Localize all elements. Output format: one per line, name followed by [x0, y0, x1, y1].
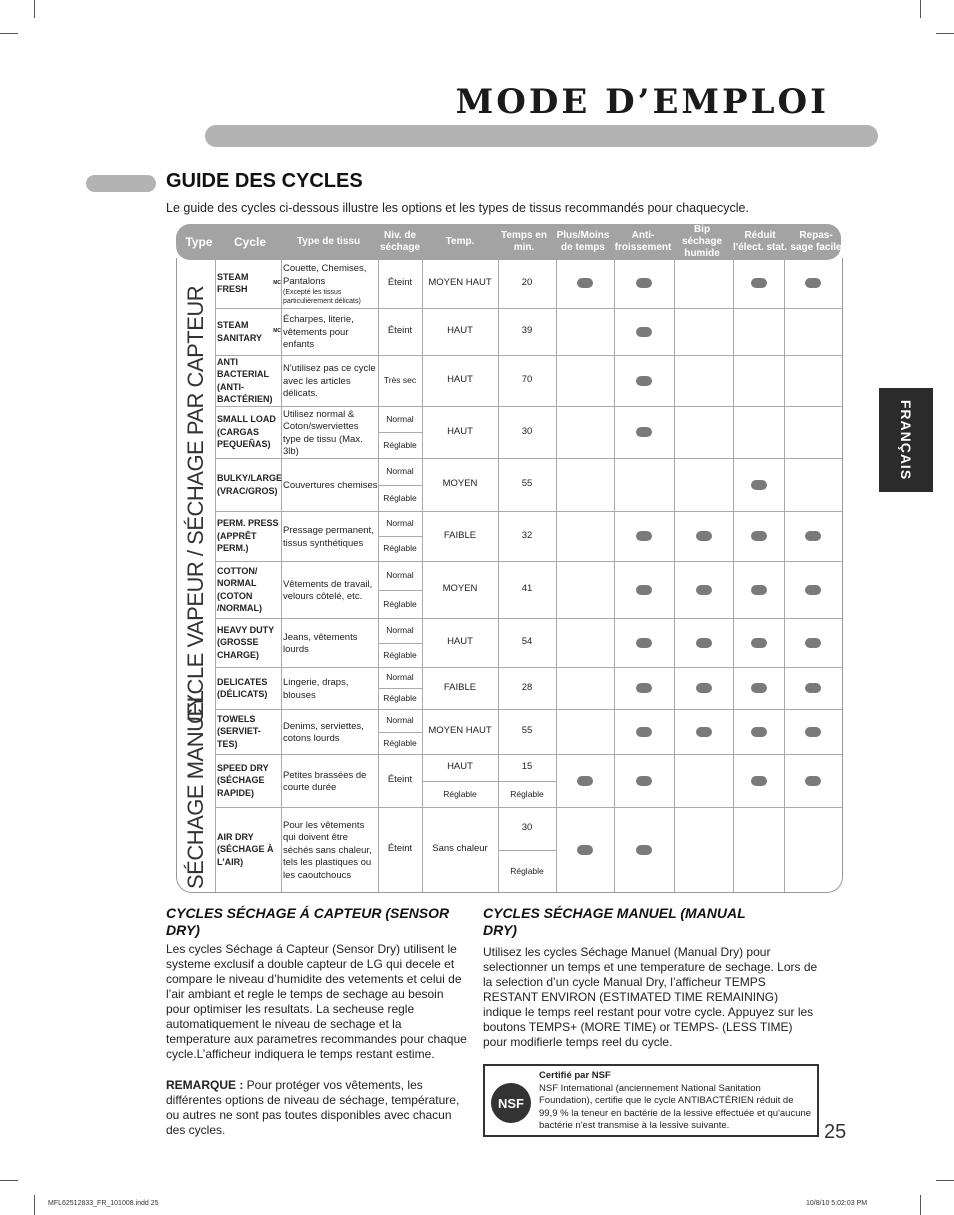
cycle-name: STEAM SANITARY	[217, 320, 262, 343]
dry-level: Réglable	[383, 439, 417, 450]
dry-level: Normal	[386, 570, 414, 581]
more-less-time-indicator	[577, 278, 593, 288]
damp-dry-beep-indicator	[696, 727, 712, 737]
time-minutes: 54	[521, 636, 533, 648]
column-header: Type de tissu	[296, 236, 361, 247]
reduce-static-indicator	[751, 480, 767, 490]
table-divider	[378, 432, 422, 433]
reduce-static-indicator	[751, 638, 767, 648]
cycle-name: HEAVY DUTY (GROSSE CHARGE)	[217, 624, 275, 660]
anti-wrinkle-indicator	[636, 585, 652, 595]
cycle-name: STEAM FRESH	[217, 271, 249, 294]
cycle-name: AIR DRY (SÉCHAGE À L'AIR)	[217, 831, 274, 867]
page-title: MODE D’EMPLOI	[455, 82, 829, 122]
dry-level: Réglable	[383, 649, 417, 660]
fabric-type: Lingerie, draps, blouses	[283, 677, 349, 701]
table-divider	[614, 258, 615, 892]
time-minutes: 39	[521, 325, 533, 337]
anti-wrinkle-indicator	[636, 727, 652, 737]
damp-dry-beep-indicator	[696, 638, 712, 648]
table-divider	[674, 258, 675, 892]
anti-wrinkle-indicator	[636, 531, 652, 541]
table-divider	[784, 258, 785, 892]
easy-iron-indicator	[805, 585, 821, 595]
anti-wrinkle-indicator	[636, 638, 652, 648]
time-minutes: Réglable	[510, 865, 544, 876]
fabric-type: Couette, Chemises, Pantalons	[283, 263, 367, 287]
time-minutes: 55	[521, 478, 533, 490]
anti-wrinkle-indicator	[636, 776, 652, 786]
column-header: Plus/Moins de temps	[556, 230, 610, 253]
column-header: Type	[185, 235, 213, 249]
more-less-time-indicator	[577, 845, 593, 855]
easy-iron-indicator	[805, 683, 821, 693]
language-tab	[879, 388, 933, 492]
column-header: Repas- sage facile	[790, 230, 842, 253]
reduce-static-indicator	[751, 278, 767, 288]
dry-level: Normal	[386, 413, 414, 424]
table-divider	[378, 732, 422, 733]
anti-wrinkle-indicator	[636, 278, 652, 288]
more-less-time-indicator	[577, 776, 593, 786]
intro-text: Le guide des cycles ci-dessous illustre les options et les types de tissus recommandés pour chaquecycle.	[166, 201, 749, 215]
section-pill-decoration	[86, 175, 156, 192]
time-minutes: 32	[521, 529, 533, 541]
dry-level: Très sec	[383, 375, 417, 386]
time-minutes: 41	[521, 583, 533, 595]
table-divider	[378, 485, 422, 486]
fabric-type: Pour les vêtements qui doivent être séchés sans chaleur, tels les plastiques ou les caoutchoucs	[283, 819, 372, 881]
anti-wrinkle-indicator	[636, 376, 652, 386]
footer-timestamp: 10/8/10 5:02:03 PM	[806, 1200, 868, 1207]
sensor-dry-body: Les cycles Séchage á Capteur (Sensor Dry) utilisent le systeme exclusif a double capteur de LG qui decele et compare le niveau d’humidite des vetements et celui de l’air ambiant et regle le temps de sechage au besoin pour optimiser les resultats. La secheuse regle automatiquement le niveau de sechage et la temperature aux parametres recommandes pour chaque cycle.L’afficheur indiquera le temps restant estime.	[166, 942, 467, 1061]
damp-dry-beep-indicator	[696, 531, 712, 541]
fabric-note: (Excepté les tissus particulièrement délicats)	[283, 289, 361, 305]
dry-level: Éteint	[387, 774, 413, 786]
dry-level: Réglable	[383, 693, 417, 704]
column-header: Bip séchage humide	[681, 224, 723, 259]
dry-level: Normal	[386, 466, 414, 477]
easy-iron-indicator	[805, 531, 821, 541]
footer-file: MFL62512833_FR_101008.indd 25	[48, 1200, 159, 1207]
manual-dry-title: CYCLES SÉCHAGE MANUEL (MANUAL DRY)	[483, 905, 746, 938]
temperature: Sans chaleur	[432, 843, 488, 855]
temperature: FAIBLE	[443, 529, 477, 541]
cycle-name: SMALL LOAD (CARGAS PEQUEÑAS)	[217, 414, 276, 450]
dry-level: Éteint	[387, 325, 413, 337]
title-bar-decoration	[205, 125, 878, 147]
time-minutes: 30	[521, 425, 533, 437]
fabric-type: Petites brassées de courte durée	[283, 769, 367, 793]
table-divider	[378, 643, 422, 644]
dry-level: Éteint	[387, 276, 413, 288]
time-minutes: 15	[521, 761, 533, 773]
nsf-certification-box	[483, 1064, 819, 1137]
nsf-title: Certifié par NSF	[539, 1070, 611, 1081]
easy-iron-indicator	[805, 776, 821, 786]
fabric-type: Jeans, vêtements lourds	[283, 631, 358, 655]
temperature: MOYEN	[442, 583, 478, 595]
reduce-static-indicator	[751, 585, 767, 595]
column-header: Réduit l'élect. stat.	[732, 230, 788, 253]
time-minutes: 28	[521, 681, 533, 693]
cycle-table-header	[176, 224, 841, 260]
table-divider	[378, 590, 422, 591]
easy-iron-indicator	[805, 638, 821, 648]
sensor-dry-title: CYCLES SÉCHAGE Á CAPTEUR (SENSOR DRY)	[166, 905, 450, 938]
table-divider	[733, 258, 734, 892]
column-header: Niv. de séchage	[379, 230, 421, 253]
anti-wrinkle-indicator	[636, 845, 652, 855]
column-header: Cycle	[233, 235, 267, 249]
column-header: Temp.	[445, 236, 475, 247]
temperature: HAUT	[447, 636, 473, 648]
temperature: MOYEN HAUT	[428, 725, 492, 737]
fabric-type: Vêtements de travail, velours côtelé, etc.	[283, 578, 373, 602]
fabric-type: Utilisez normal & Coton/swerviettes type de tissu (Max. 3lb)	[283, 408, 363, 457]
table-divider	[215, 258, 216, 892]
table-divider	[556, 258, 557, 892]
time-minutes: Réglable	[510, 788, 544, 799]
cycle-name: SPEED DRY (SÉCHAGE RAPIDE)	[217, 762, 269, 798]
temperature: HAUT	[447, 761, 473, 773]
temperature: FAIBLE	[443, 681, 477, 693]
nsf-logo: NSF	[491, 1083, 531, 1123]
cycle-name: BULKY/LARGE (VRAC/GROS)	[217, 473, 282, 496]
temperature: HAUT	[447, 325, 473, 337]
cycle-name: DELICATES (DÉLICATS)	[217, 676, 268, 699]
anti-wrinkle-indicator	[636, 327, 652, 337]
cycle-trademark: MC	[273, 328, 281, 335]
dry-level: Réglable	[383, 737, 417, 748]
reduce-static-indicator	[751, 776, 767, 786]
dry-level: Réglable	[383, 598, 417, 609]
fabric-type: N'utilisez pas ce cycle avec les articles délicats.	[283, 363, 376, 400]
table-divider	[498, 850, 556, 851]
temperature: MOYEN	[442, 478, 478, 490]
dry-level: Normal	[386, 518, 414, 529]
dry-level: Réglable	[383, 543, 417, 554]
column-header: Anti- froissement	[614, 230, 672, 253]
fabric-type: Denims, serviettes, cotons lourds	[283, 720, 364, 744]
language-tab-label: FRANÇAIS	[898, 399, 914, 481]
nsf-body: NSF International (anciennement National Sanitation Foundation), certifie que le cycle ANTIBACTÉRIEN réduit de 99,9 % la teneur en bactérie de la lessive effectuée et qu'aucune bactérie n'est transmise à la lessive suivante.	[539, 1082, 812, 1131]
sensor-dry-group-label: CYCLE VAPEUR / SÉCHAGE PAR CAPTEUR	[183, 285, 208, 724]
dry-level: Normal	[386, 672, 414, 683]
manual-dry-group-label: SÉCHAGE MANUEL	[183, 690, 208, 889]
time-minutes: 20	[521, 276, 533, 288]
fabric-type: Écharpes, literie, vêtements pour enfants	[283, 314, 354, 351]
dry-level: Normal	[386, 625, 414, 636]
temperature: Réglable	[443, 788, 477, 799]
reduce-static-indicator	[751, 727, 767, 737]
table-divider	[378, 688, 422, 689]
fabric-type: Couvertures chemises	[283, 479, 378, 491]
cycle-name: ANTI BACTERIAL (ANTI-BACTÉRIEN)	[217, 356, 273, 404]
cycle-name: COTTON/ NORMAL (COTON /NORMAL)	[217, 565, 262, 613]
damp-dry-beep-indicator	[696, 585, 712, 595]
dry-level: Normal	[386, 715, 414, 726]
damp-dry-beep-indicator	[696, 683, 712, 693]
temperature: HAUT	[447, 374, 473, 386]
anti-wrinkle-indicator	[636, 427, 652, 437]
time-minutes: 70	[521, 374, 533, 386]
cycle-name: PERM. PRESS (APPRÊT PERM.)	[217, 518, 279, 554]
table-divider	[281, 258, 282, 892]
temperature: HAUT	[447, 425, 473, 437]
anti-wrinkle-indicator	[636, 683, 652, 693]
cycle-trademark: MC	[273, 279, 281, 286]
easy-iron-indicator	[805, 278, 821, 288]
column-header: Temps en min.	[501, 230, 547, 253]
reduce-static-indicator	[751, 531, 767, 541]
temperature: MOYEN HAUT	[428, 276, 492, 288]
dry-level: Réglable	[383, 492, 417, 503]
time-minutes: 55	[521, 725, 533, 737]
reduce-static-indicator	[751, 683, 767, 693]
cycle-table	[176, 258, 843, 893]
time-minutes: 30	[521, 822, 533, 834]
cycle-name: TOWELS (SERVIET-TES)	[217, 713, 261, 749]
dry-level: Éteint	[387, 843, 413, 855]
fabric-type: Pressage permanent, tissus synthétiques	[283, 525, 374, 549]
page-number: 25	[824, 1121, 847, 1143]
note-label: REMARQUE :	[166, 1078, 244, 1092]
section-heading: GUIDE DES CYCLES	[166, 170, 363, 192]
manual-dry-body: Utilisez les cycles Séchage Manuel (Manual Dry) pour selectionner un temps et une temperature de sechage. Lors de la selection d’un cycle Manual Dry, l’afficheur TEMPS RESTANT ENVIRON (ESTIMATED TIME REMAINING) indique le temps reel restant pour votre cycle. Appuyez sur les boutons TEMPS+ (MORE TIME) or TEMPS- (LESS TIME) pour modifierle temps reel du cycle.	[483, 945, 818, 1049]
table-divider	[378, 536, 422, 537]
note-text: Pour protéger vos vêtements, les différentes options de niveau de séchage, température, ou autres ne sont pas toutes disponibles avec chacun des cycles.	[166, 1078, 460, 1137]
easy-iron-indicator	[805, 727, 821, 737]
